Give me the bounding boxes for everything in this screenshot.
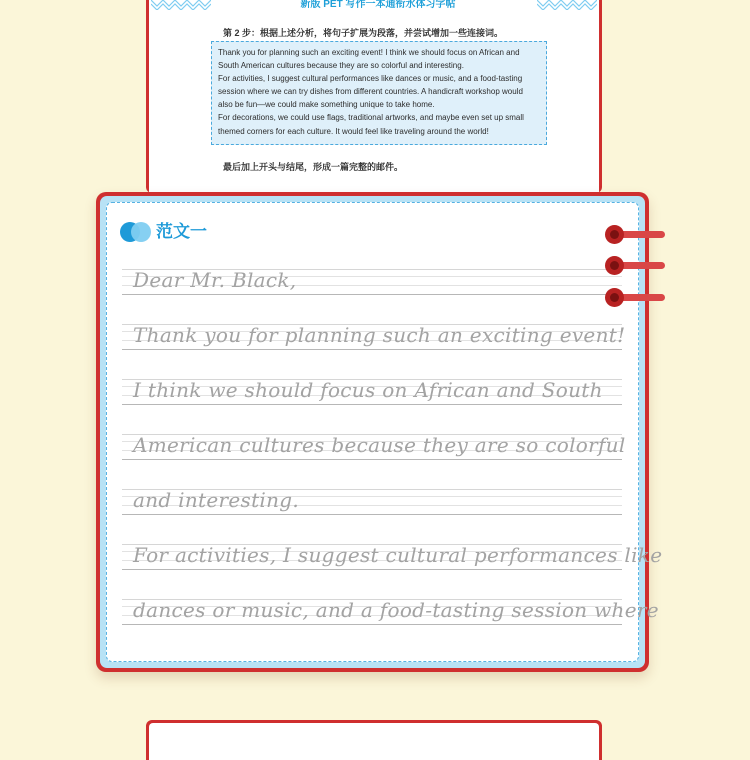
handwriting-line: For activities, I suggest cultural performances like [133, 543, 663, 567]
binder-ring-icon [605, 256, 665, 276]
handwriting-line: American cultures because they are so colorful [133, 433, 626, 457]
final-instruction: 最后加上开头与结尾，形成一篇完整的邮件。 [223, 162, 404, 172]
page-header-title: 新版 PET 写作一本通衔水体习字帖 [300, 0, 456, 10]
handwriting-line: I think we should focus on African and South [133, 378, 603, 402]
handwriting-line: Dear Mr. Black, [133, 268, 297, 292]
handwriting-line: Thank you for planning such an exciting event! [133, 323, 626, 347]
next-page-paper [149, 723, 599, 760]
previous-page [146, 0, 602, 193]
previous-page-paper [149, 0, 599, 193]
handwriting-line: and interesting. [133, 488, 300, 512]
next-page [146, 720, 602, 760]
paragraph-line: themed corners for each culture. It would feel like traveling around the world! [218, 126, 489, 136]
binder-ring-icon [605, 225, 665, 245]
paragraph-line: session where we can try dishes from different countries. A handicraft workshop would [218, 87, 523, 97]
paragraph-line: Thank you for planning such an exciting event! I think we should focus on African and [218, 48, 520, 57]
title-bullet-icon-overlay [131, 222, 151, 242]
paragraph-line: For decorations, we could use flags, traditional artworks, and maybe even set up small [218, 113, 524, 123]
handwriting-line: dances or music, and a food-tasting session where [133, 598, 659, 622]
zigzag-decoration-right [537, 0, 597, 10]
paragraph-line: South American cultures because they are so colorful and interesting. [218, 61, 464, 71]
step-instruction: 第 2 步：根据上述分析，将句子扩展为段落，并尝试增加一些连接词。 [223, 28, 504, 38]
zigzag-decoration-left [151, 0, 211, 10]
paragraph-line: For activities, I suggest cultural performances like dances or music, and a food-tasting [218, 74, 523, 84]
binder-ring-icon [605, 288, 665, 308]
paragraph-line: also be fun—we could make something unique to take home. [218, 100, 435, 110]
card-title: 范文一 [156, 222, 207, 241]
model-paragraph-box [211, 41, 547, 145]
